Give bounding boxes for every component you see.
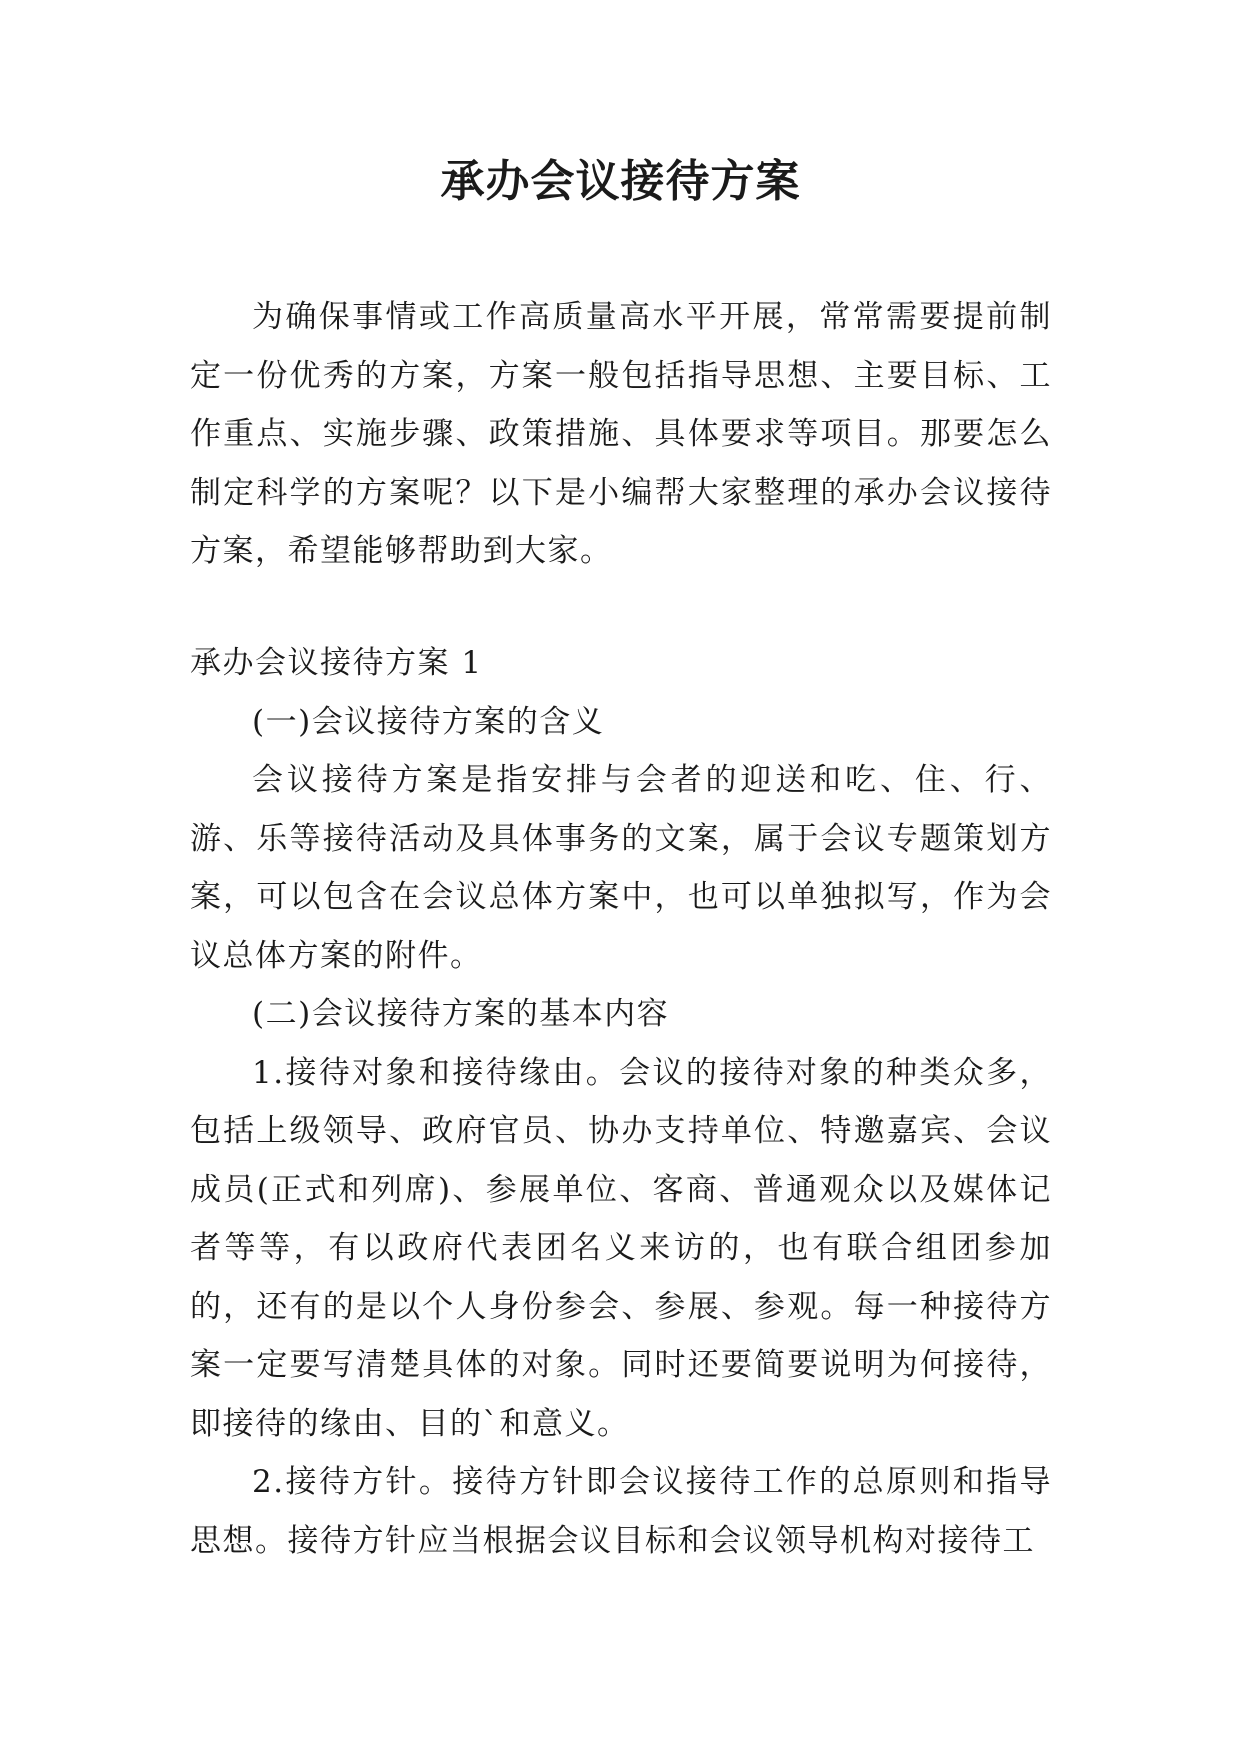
- paragraph-meaning: 会议接待方案是指安排与会者的迎送和吃、住、行、游、乐等接待活动及具体事务的文案，属于会议专题策划方案，可以包含在会议总体方案中，也可以单独拟写，作为会议总体方案的附件。: [190, 762, 1052, 974]
- paragraph-reception-targets: 1.接待对象和接待缘由。会议的接待对象的种类众多，包括上级领导、政府官员、协办支持单位、特邀嘉宾、会议成员(正式和列席)、参展单位、客商、普通观众以及媒体记者等等，有以政府代表团名义来访的，也有联合组团参加的，还有的是以个人身份参会、参展、参观。每一种接待方案一定要写清楚具体的对象。同时还要简要说明为何接待，即接待的缘由、目的`和意义。: [190, 1054, 1052, 1442]
- intro-block: [190, 288, 1052, 581]
- subheading-basic-content: (二)会议接待方案的基本内容: [252, 996, 670, 1032]
- section-heading: 承办会议接待方案 1: [190, 645, 483, 681]
- intro-paragraph: 为确保事情或工作高质量高水平开展，常常需要提前制定一份优秀的方案，方案一般包括指导思想、主要目标、工作重点、实施步骤、政策措施、具体要求等项目。那要怎么制定科学的方案呢？以下是小编帮大家整理的承办会议接待方案，希望能够帮助到大家。: [190, 299, 1052, 569]
- subheading-meaning: (一)会议接待方案的含义: [252, 703, 605, 740]
- paragraph-reception-policy: 2.接待方针。接待方针即会议接待工作的总原则和指导思想。接待方针应当根据会议目标和会议领导机构对接待工: [190, 1464, 1052, 1559]
- section-1: [190, 634, 1052, 1570]
- document-title: 承办会议接待方案: [440, 156, 801, 207]
